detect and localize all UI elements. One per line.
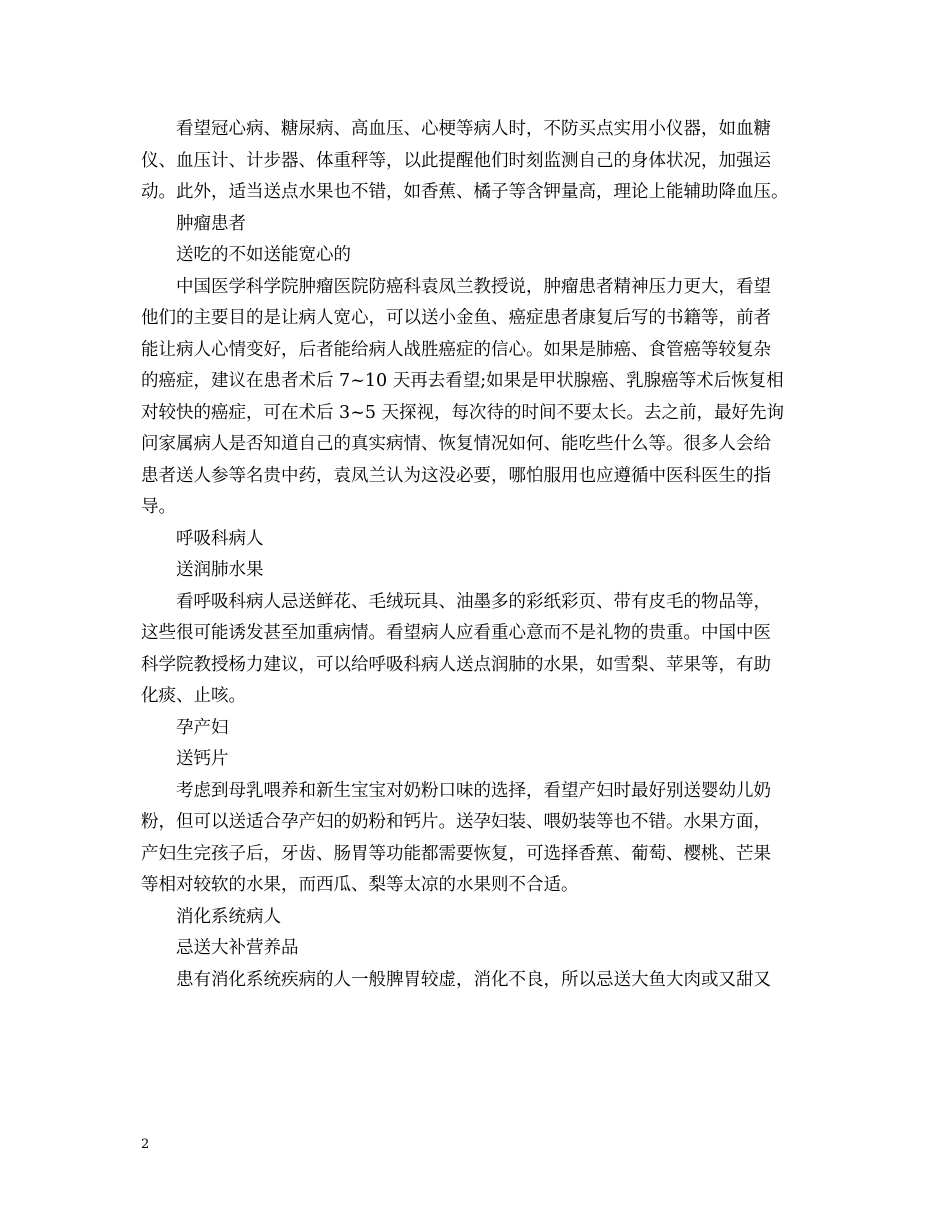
- text-line: 产妇生完孩子后，牙齿、肠胃等功能都需要恢复，可选择香蕉、葡萄、樱桃、芒果: [141, 843, 771, 864]
- text-line: 对较快的癌症，可在术后 3~5 天探视，每次待的时间不要太长。去之前，最好先询: [141, 402, 785, 423]
- text-line: 粉，但可以送适合孕产妇的奶粉和钙片。送孕妇装、喂奶装等也不错。水果方面，: [141, 812, 771, 832]
- text-line: 化痰、止咳。: [141, 686, 246, 706]
- text-line: 中国医学科学院肿瘤医院防癌科袁凤兰教授说，肿瘤患者精神压力更大，看望: [176, 276, 771, 297]
- text-line: 动。此外，适当送点水果也不错，如香蕉、橘子等含钾量高，理论上能辅助降血压。: [141, 182, 789, 202]
- text-line: 消化系统病人: [176, 906, 281, 927]
- text-line: 孕产妇: [176, 717, 229, 738]
- text-line: 肿瘤患者: [176, 213, 246, 234]
- text-line: 导。: [141, 497, 176, 517]
- text-line: 送润肺水果: [176, 560, 264, 580]
- text-line: 忌送大补营养品: [176, 938, 299, 958]
- text-line: 等相对较软的水果，而西瓜、梨等太凉的水果则不合适。: [141, 875, 579, 895]
- text-line: 呼吸科病人: [176, 528, 264, 549]
- text-line: 能让病人心情变好，后者能给病人战胜癌症的信心。如果是肺癌、食管癌等较复杂: [141, 339, 771, 360]
- text-line: 患者送人参等名贵中药，袁凤兰认为这没必要，哪怕服用也应遵循中医科医生的指: [141, 465, 771, 486]
- text-line: 问家属病人是否知道自己的真实病情、恢复情况如何、能吃些什么等。很多人会给: [141, 434, 771, 454]
- body-text: [141, 114, 821, 996]
- text-line: 患有消化系统疾病的人一般脾胃较虚，消化不良，所以忌送大鱼大肉或又甜又: [176, 969, 771, 990]
- text-line: 考虑到母乳喂养和新生宝宝对奶粉口味的选择，看望产妇时最好别送婴幼儿奶: [176, 780, 771, 801]
- text-line: 的癌症，建议在患者术后 7~10 天再去看望;如果是甲状腺癌、乳腺癌等术后恢复相: [141, 371, 784, 391]
- text-line: 科学院教授杨力建议，可以给呼吸科病人送点润肺的水果，如雪梨、苹果等，有助: [141, 654, 771, 675]
- text-line: 仪、血压计、计步器、体重秤等，以此提醒他们时刻监测自己的身体状况，加强运: [141, 150, 771, 171]
- text-line: 看呼吸科病人忌送鲜花、毛绒玩具、油墨多的彩纸彩页、带有皮毛的物品等，: [176, 591, 771, 612]
- text-line: 看望冠心病、糖尿病、高血压、心梗等病人时，不防买点实用小仪器，如血糖: [176, 119, 771, 139]
- text-line: 这些很可能诱发甚至加重病情。看望病人应看重心意而不是礼物的贵重。中国中医: [141, 623, 771, 643]
- text-line: 他们的主要目的是让病人宽心，可以送小金鱼、癌症患者康复后写的书籍等，前者: [141, 308, 771, 328]
- page-number: 2: [141, 1137, 150, 1152]
- text-line: 送钙片: [176, 749, 229, 769]
- text-line: 送吃的不如送能宽心的: [176, 245, 351, 265]
